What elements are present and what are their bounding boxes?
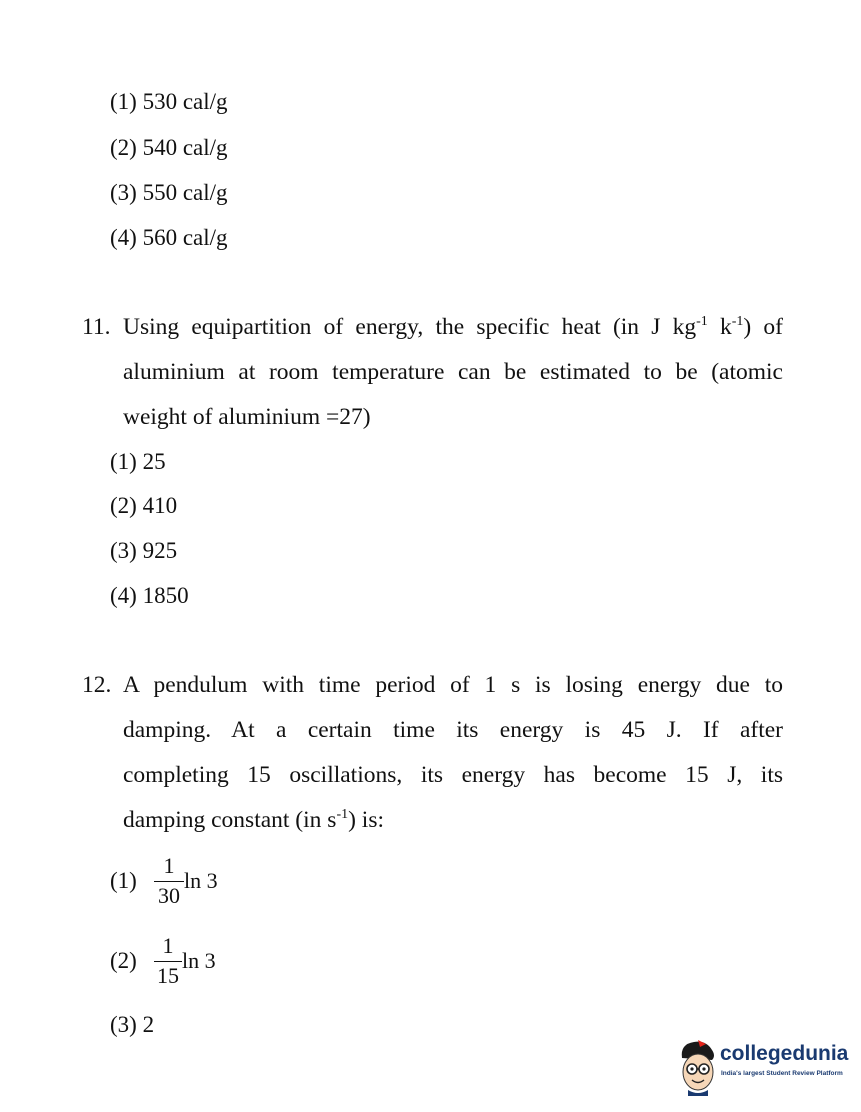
fraction-denominator: 30 <box>158 883 180 908</box>
q12-option-2-label: (2) <box>110 948 137 973</box>
q11-option-1: (1) 25 <box>110 449 166 474</box>
prev-option-3: (3) 550 cal/g <box>110 180 228 205</box>
mascot-icon <box>676 1038 720 1096</box>
fraction-numerator: 1 <box>163 853 175 878</box>
q11-option-2: (2) 410 <box>110 493 178 518</box>
q12-option-1-fraction <box>154 854 184 908</box>
q11-option-4: (4) 1850 <box>110 583 189 608</box>
q11-line-1: Using equipartition of energy, the specific heat (in J $kg^{-1}$ $k^{-1}$) of <box>123 314 784 340</box>
fraction-denominator: 15 <box>157 963 179 988</box>
q12-option-3: (3) 2 <box>110 1012 155 1037</box>
q11-line-3: weight of aluminium =27) <box>123 404 371 430</box>
fraction-numerator: 1 <box>162 933 174 958</box>
q11-number: 11. <box>82 314 111 340</box>
q12-number: 12. <box>82 672 112 698</box>
q12-line-2: damping. At a certain time its energy is 45 J. If after <box>123 717 783 743</box>
q12-line-1: A pendulum with time period of 1 s is losing energy due to <box>123 672 783 698</box>
q12-line-4: damping constant (in $s^{-1}$) is: <box>123 807 385 833</box>
brand-name: collegedunia <box>720 1042 849 1065</box>
prev-option-1: (1) 530 cal/g <box>110 89 228 114</box>
q12-option-1 <box>110 854 250 916</box>
q12-line-3: completing 15 oscillations, its energy has become 15 J, its <box>123 762 783 788</box>
q11-line-2: aluminium at room temperature can be estimated to be (atomic <box>123 359 783 385</box>
q12-option-1-tail: ln 3 <box>184 868 218 893</box>
q12-option-2-tail: ln 3 <box>182 948 216 973</box>
prev-option-2: (2) 540 cal/g <box>110 135 228 160</box>
q12-option-2 <box>110 934 250 996</box>
brand-tagline: India's largest Student Review Platform <box>721 1070 843 1077</box>
q11-option-3: (3) 925 <box>110 538 178 563</box>
prev-option-4: (4) 560 cal/g <box>110 225 228 250</box>
q12-option-1-label: (1) <box>110 868 137 893</box>
collegedunia-logo <box>676 1038 848 1096</box>
q12-option-2-fraction <box>154 934 182 988</box>
